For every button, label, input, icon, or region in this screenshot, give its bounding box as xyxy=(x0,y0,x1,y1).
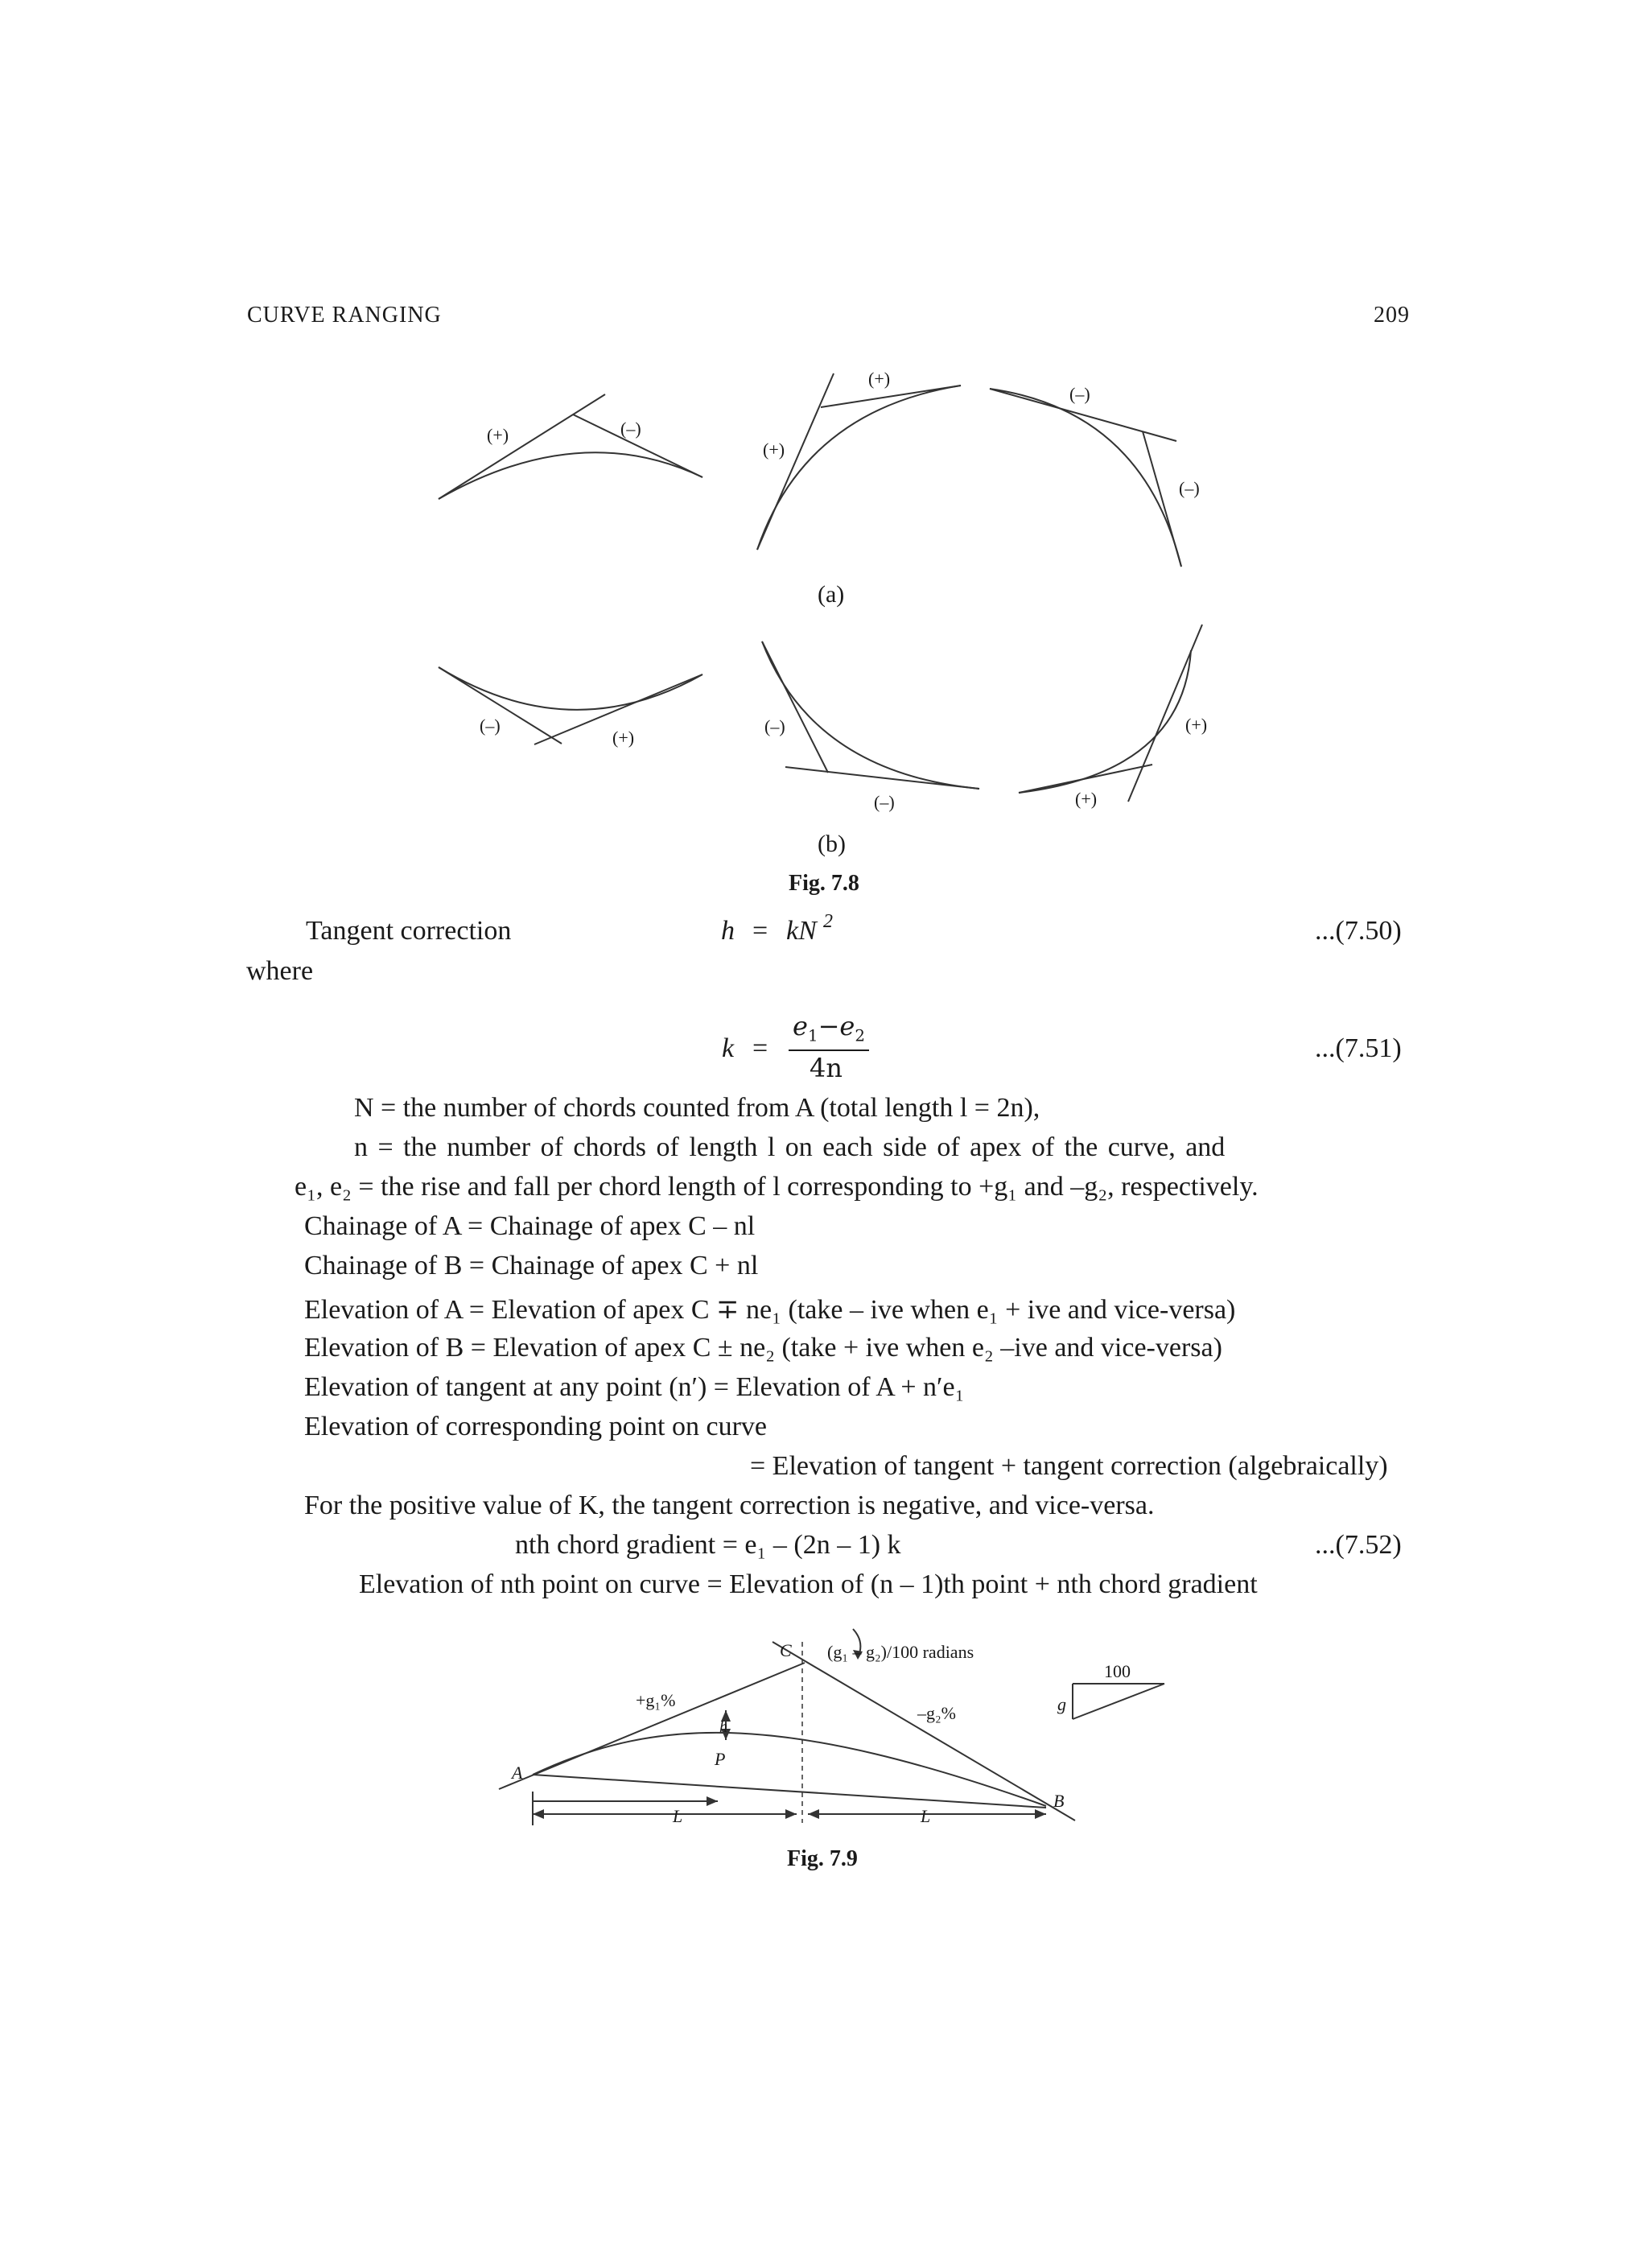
fig78-label: (–) xyxy=(1069,384,1090,404)
def-N: N = the number of chords counted from A (total length l = 2n), xyxy=(354,1093,1040,1123)
fig78b-arc1-curve xyxy=(762,641,979,789)
eq750-rhs: kN xyxy=(786,916,817,946)
tangent-AC xyxy=(499,1663,805,1789)
grade-g1-label: +g₁% xyxy=(636,1690,676,1710)
fig78-title: Fig. 7.8 xyxy=(789,871,859,896)
fig78b-arc2-curve xyxy=(1019,650,1191,793)
arrow-head xyxy=(785,1809,797,1819)
elevation-A: Elevation of A = Elevation of apex C ∓ ne₁ (take – ive when e₁ + ive and vice-versa) xyxy=(304,1295,1236,1325)
fig78-label: (+) xyxy=(612,728,635,748)
nth-chord-gradient: nth chord gradient = e₁ – (2n – 1) k xyxy=(515,1530,901,1560)
eq751-denominator: 4n xyxy=(810,1053,843,1083)
fig79-title: Fig. 7.9 xyxy=(787,1846,858,1871)
arrow-head xyxy=(533,1809,544,1819)
fig78b-left-curve xyxy=(439,667,702,710)
eq751-fraction-bar xyxy=(789,1049,869,1051)
arrow-head xyxy=(1035,1809,1046,1819)
h-label: h xyxy=(719,1718,727,1736)
eq751-equals: = xyxy=(752,1033,768,1063)
positive-k-note: For the positive value of K, the tangent correction is negative, and vice-versa. xyxy=(304,1491,1155,1520)
where-text: where xyxy=(246,956,314,986)
eq752-number: ...(7.52) xyxy=(1315,1530,1402,1560)
grade-g2-label: –g₂% xyxy=(917,1703,956,1723)
arrow-head xyxy=(707,1796,718,1806)
fig78-label: (+) xyxy=(1075,789,1098,809)
angle-radians-label: (g₁ – g₂)/100 radians xyxy=(827,1642,974,1662)
eq750-equals: = xyxy=(752,916,768,946)
nth-point-elevation: Elevation of nth point on curve = Elevation of (n – 1)th point + nth chord gradient xyxy=(359,1569,1258,1599)
elevation-B: Elevation of B = Elevation of apex C ± ne₂ (take + ive when e₂ –ive and vice-versa) xyxy=(304,1333,1222,1363)
fig78-label: (+) xyxy=(487,425,509,445)
elevation-tangent: Elevation of tangent at any point (n′) = Elevation of A + n′e₁ xyxy=(304,1372,965,1402)
elevation-corresponding-eq: = Elevation of tangent + tangent correction (algebraically) xyxy=(750,1451,1388,1481)
eq750-h: h xyxy=(721,916,735,946)
triangle-100-label: 100 xyxy=(1104,1661,1131,1681)
eq750-label: Tangent correction xyxy=(306,916,512,946)
fig78-label: (+) xyxy=(1185,715,1208,735)
fig78a-arc1-tangent1 xyxy=(757,373,834,550)
def-e: e₁, e₂ = the rise and fall per chord length of l corresponding to +g₁ and –g₂, respectively. xyxy=(295,1172,1259,1202)
fig78-label: (–) xyxy=(480,715,501,736)
fig78-caption-a: (a) xyxy=(818,581,845,608)
figure-7-9 xyxy=(0,1626,1648,1891)
fig78-label: (–) xyxy=(1179,478,1200,498)
fig78-label: (–) xyxy=(764,716,785,736)
eq750-exponent: 2 xyxy=(823,911,833,932)
chainage-A: Chainage of A = Chainage of apex C – nl xyxy=(304,1211,756,1241)
eq751-number: ...(7.51) xyxy=(1315,1033,1402,1063)
chainage-B: Chainage of B = Chainage of apex C + nl xyxy=(304,1251,759,1280)
point-A-label: A xyxy=(512,1763,523,1783)
page-number: 209 xyxy=(1374,303,1410,328)
running-header: CURVE RANGING xyxy=(247,303,442,328)
point-P-label: P xyxy=(715,1749,726,1769)
length-L1-label: L xyxy=(673,1806,683,1826)
eq750-number: ...(7.50) xyxy=(1315,916,1402,946)
length-L2-label: L xyxy=(921,1806,931,1826)
fig78-label: (+) xyxy=(763,439,785,460)
fig78a-arc1-curve xyxy=(757,386,961,550)
fig78a-left-tangent1 xyxy=(439,394,605,499)
fig78a-left-curve xyxy=(439,452,702,499)
fig78-label: (–) xyxy=(620,419,641,439)
def-n: n = the number of chords of length l on each side of apex of the curve, and xyxy=(354,1132,1226,1162)
elevation-corresponding: Elevation of corresponding point on curve xyxy=(304,1412,768,1441)
point-C-label: C xyxy=(780,1640,792,1660)
fig78-label: (+) xyxy=(868,369,891,389)
arrow-head xyxy=(808,1809,819,1819)
triangle-g-label: g xyxy=(1057,1694,1066,1714)
eq751-numerator: $e_1-e_2$ xyxy=(793,1011,865,1045)
fig78-label: (–) xyxy=(874,792,895,812)
eq751-k: k xyxy=(722,1033,735,1063)
point-B-label: B xyxy=(1053,1791,1065,1811)
fig78-caption-b: (b) xyxy=(818,831,846,857)
grade-triangle-hyp xyxy=(1073,1684,1164,1719)
fig78b-arc1-tangent1 xyxy=(762,641,828,773)
